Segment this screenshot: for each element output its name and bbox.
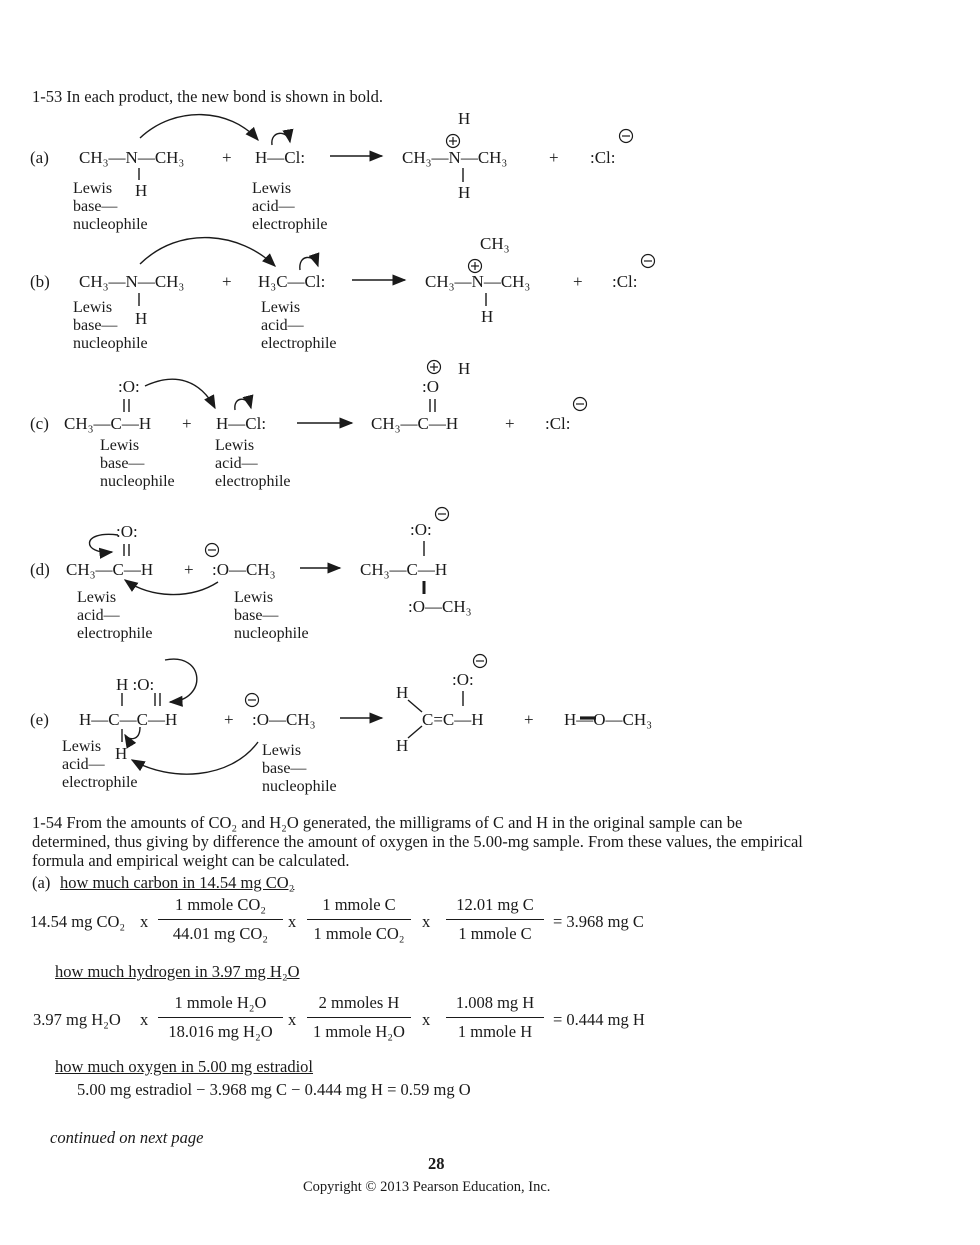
reaction-c-product1: CH₃—C—H	[371, 414, 459, 433]
carbon-heading: how much carbon in 14.54 mg CO₂	[60, 873, 295, 892]
hydrogen-result: = 0.444 mg H	[553, 1010, 645, 1029]
reaction-c-label-base: Lewis base— nucleophile	[100, 437, 175, 490]
times-symbol: x	[422, 912, 431, 931]
times-symbol: x	[422, 1010, 431, 1029]
reaction-d-product1-bottom: :O—CH₃	[408, 597, 472, 616]
carbon-factor-2	[307, 895, 411, 944]
curved-arrow-d2	[125, 580, 218, 595]
continued-note: continued on next page	[50, 1128, 204, 1147]
curved-arrow-a2	[272, 133, 290, 145]
hydrogen-f3-num: 1.008 mg H	[455, 993, 535, 1012]
reaction-d-product1: CH₃—C—H	[360, 560, 448, 579]
reaction-c-reactant2: H—Cl:	[216, 414, 267, 433]
reaction-b-plus: +	[222, 272, 232, 291]
reaction-c-plus: +	[182, 414, 192, 433]
reaction-c-reactant1-top: :O:	[118, 377, 140, 396]
hydrogen-f1-den: 18.016 mg H₂O	[168, 1022, 273, 1041]
carbon-f3-den: 1 mmole C	[458, 924, 532, 943]
reaction-c-product1-h: H	[458, 359, 471, 378]
reaction-a-label-base: Lewis base— nucleophile	[73, 180, 148, 233]
reaction-b-label-base: Lewis base— nucleophile	[73, 299, 148, 352]
reaction-e-tag: (e)	[30, 710, 49, 729]
carbon-f1-den: 44.01 mg CO₂	[172, 924, 269, 943]
curved-arrow-d	[89, 534, 118, 552]
carbon-factor-3	[446, 895, 544, 944]
carbon-factor-1	[158, 895, 283, 944]
reaction-b-label-acid: Lewis acid— electrophile	[261, 299, 337, 352]
curved-arrow-a	[140, 115, 258, 140]
carbon-f3-num: 12.01 mg C	[456, 895, 534, 914]
hydrogen-heading: how much hydrogen in 3.97 mg H₂O	[55, 962, 300, 981]
hydrogen-f3-den: 1 mmole H	[457, 1022, 533, 1041]
reaction-e-reactant1-bottom: H	[115, 744, 128, 763]
reaction-a-product1: CH₃—N—CH₃	[402, 148, 508, 167]
reaction-e-plus: +	[224, 710, 234, 729]
problem-1-53-heading: 1-53 In each product, the new bond is shown in bold.	[32, 87, 384, 106]
reaction-c-product1-top: :O	[422, 377, 439, 396]
hydrogen-f1-num: 1 mmole H₂O	[174, 993, 267, 1012]
reaction-d-reactant1: CH₃—C—H	[66, 560, 154, 579]
reaction-c-reactant1: CH₃—C—H	[64, 414, 152, 433]
reaction-a-product1-bottom: H	[458, 183, 471, 202]
curved-arrow-e	[165, 659, 197, 702]
oxygen-calculation: 5.00 mg estradiol − 3.968 mg C − 0.444 mg H = 0.59 mg O	[77, 1080, 471, 1099]
reaction-a-reactant2: H—Cl:	[255, 148, 306, 167]
reaction-a-label-acid: Lewis acid— electrophile	[252, 180, 328, 233]
reaction-a-product1-top: H	[458, 109, 471, 128]
reaction-a-product2: :Cl:	[590, 148, 616, 167]
reaction-c-tag: (c)	[30, 414, 49, 433]
reaction-e-product1: C=C—H	[422, 710, 484, 729]
reaction-d-label-base: Lewis base— nucleophile	[234, 589, 309, 642]
reaction-a-reactant1: CH₃—N—CH₃	[79, 148, 185, 167]
reaction-b-tag: (b)	[30, 272, 50, 291]
page-number: 28	[428, 1154, 445, 1173]
times-symbol: x	[288, 1010, 297, 1029]
reaction-b-reactant2: H₃C—Cl:	[258, 272, 326, 291]
reaction-c-product2: :Cl:	[545, 414, 571, 433]
reaction-d-plus: +	[184, 560, 194, 579]
times-symbol: x	[140, 912, 149, 931]
reaction-c-label-acid: Lewis acid— electrophile	[215, 437, 291, 490]
reaction-b-reactant1-h: H	[135, 309, 148, 328]
reaction-b-product1-bottom: H	[481, 307, 494, 326]
reaction-c-plus2: +	[505, 414, 515, 433]
carbon-result: = 3.968 mg C	[553, 912, 644, 931]
oxygen-heading: how much oxygen in 5.00 mg estradiol	[55, 1057, 314, 1076]
reaction-d-reactant1-top: :O:	[116, 522, 138, 541]
curved-arrow-c2	[235, 399, 251, 410]
reaction-d-product1-top: :O:	[410, 520, 432, 539]
times-symbol: x	[140, 1010, 149, 1029]
reaction-d-tag: (d)	[30, 560, 50, 579]
carbon-f2-den: 1 mmole CO₂	[313, 924, 405, 943]
reaction-e-product2: H—O—CH₃	[564, 710, 653, 729]
curved-arrow-c	[145, 379, 215, 408]
curved-arrow-e2	[125, 727, 140, 739]
reaction-d-label-acid: Lewis acid— electrophile	[77, 589, 153, 642]
reaction-e-reactant1: H—C—C—H	[79, 710, 178, 729]
reaction-e-label-base: Lewis base— nucleophile	[262, 742, 337, 795]
curved-arrow-b	[140, 238, 275, 266]
copyright: Copyright © 2013 Pearson Education, Inc.	[303, 1179, 551, 1195]
part-a-label: (a)	[32, 873, 51, 892]
reaction-d-reactant2: :O—CH₃	[212, 560, 276, 579]
reaction-b-product1: CH₃—N—CH₃	[425, 272, 531, 291]
reaction-a-plus: +	[222, 148, 232, 167]
reaction-b-product1-top: CH₃	[480, 234, 510, 253]
reaction-e-reactant2: :O—CH₃	[252, 710, 316, 729]
hydrogen-factor-2	[307, 993, 411, 1042]
reaction-a-plus2: +	[549, 148, 559, 167]
hydrogen-f2-den: 1 mmole H₂O	[313, 1022, 405, 1041]
carbon-f2-num: 1 mmole C	[322, 895, 396, 914]
reaction-a-reactant1-h: H	[135, 181, 148, 200]
reaction-e-product1-h1: H	[396, 683, 409, 702]
hydrogen-factor-1	[158, 993, 283, 1042]
formal-charges	[206, 130, 655, 707]
reaction-e-reactant1-top: H :O:	[116, 675, 155, 694]
carbon-start: 14.54 mg CO₂	[30, 912, 126, 931]
hydrogen-factor-3	[446, 993, 544, 1042]
hydrogen-f2-num: 2 mmoles H	[318, 993, 400, 1012]
times-symbol: x	[288, 912, 297, 931]
reaction-e-label-acid: Lewis acid— electrophile	[62, 738, 138, 791]
problem-1-54-intro: 1-54 From the amounts of CO₂ and H₂O generated, the milligrams of C and H in the original sample can be determined, thus giving by difference the amount of oxygen in the 5.00-mg sample. From these values, the empirical formula and empirical weight can be calculated.	[32, 813, 803, 870]
reaction-e-plus2: +	[524, 710, 534, 729]
reaction-a-tag: (a)	[30, 148, 49, 167]
reaction-e-product1-h2: H	[396, 736, 409, 755]
hydrogen-start: 3.97 mg H₂O	[33, 1010, 121, 1029]
curved-arrow-b2	[300, 257, 318, 270]
curved-arrow-e3	[132, 742, 258, 774]
reaction-b-reactant1: CH₃—N—CH₃	[79, 272, 185, 291]
reaction-b-product2: :Cl:	[612, 272, 638, 291]
carbon-f1-num: 1 mmole CO₂	[175, 895, 266, 914]
reaction-e-product1-top: :O:	[452, 670, 474, 689]
reaction-b-plus2: +	[573, 272, 583, 291]
